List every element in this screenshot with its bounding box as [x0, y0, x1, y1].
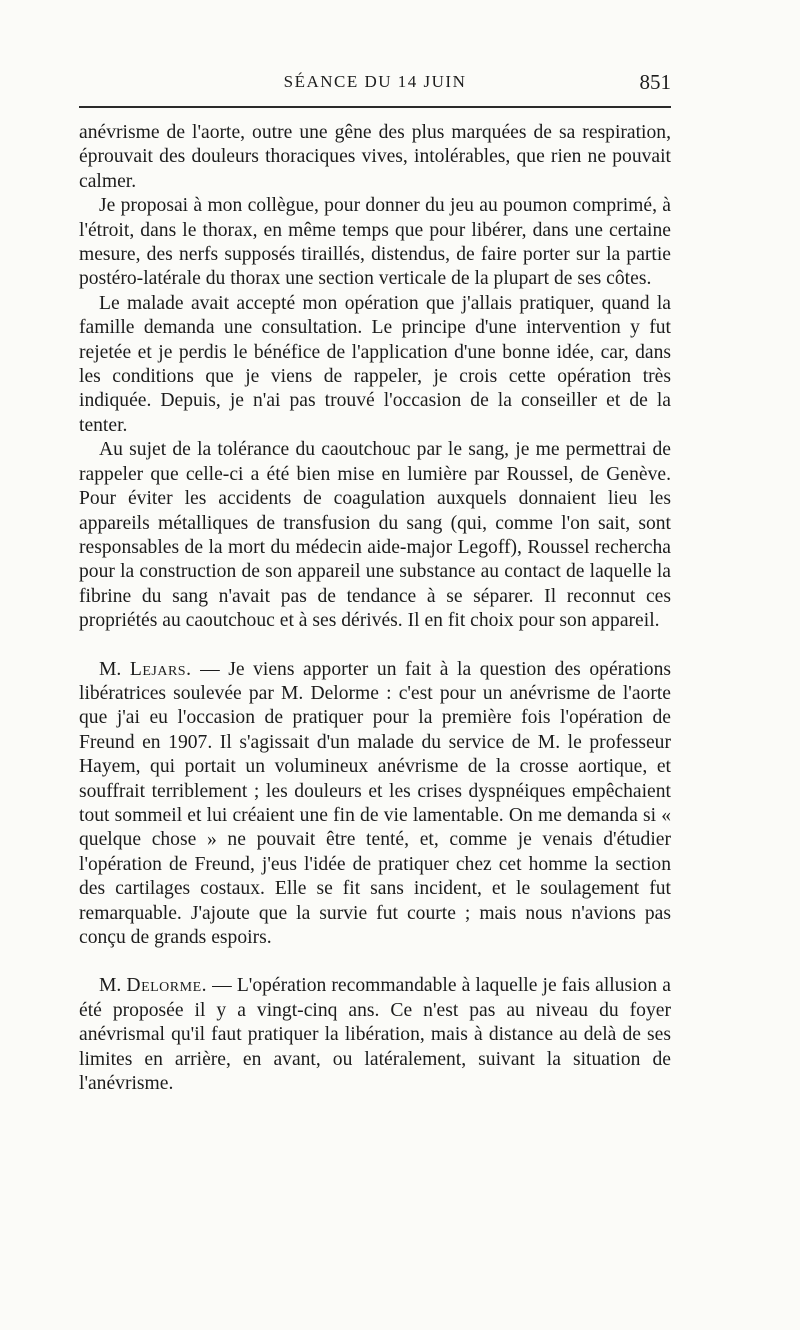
- speaker-prefix: M.: [99, 658, 130, 680]
- speech-delorme: [79, 974, 671, 1096]
- section-spacer: [79, 634, 671, 658]
- running-title: SÉANCE DU 14 JUIN: [283, 72, 467, 91]
- body-text: [79, 121, 671, 1096]
- speaker-prefix: M.: [99, 975, 127, 997]
- paragraph-continuation: anévrisme de l'aorte, outre une gêne des plus marquées de sa respiration, éprouvait des douleurs thoraciques vives, intolérables, que rien ne pouvait calmer.: [79, 122, 671, 192]
- paragraph: Je proposai à mon collègue, pour donner du jeu au poumon comprimé, à l'étroit, dans le thorax, en même temps que pour libérer, dans une certaine mesure, des nerfs supposés tiraillés, distendus, de faire porter sur la partie postéro-latérale du thorax une section verticale de la plupart de ses côtes.: [79, 195, 671, 290]
- paragraph: Le malade avait accepté mon opération que j'allais pratiquer, quand la famille demanda une consultation. Le principe d'une intervention y fut rejetée et je perdis le bénéfice de l'application d'une bonne idée, car, dans les conditions que je viens de rappeler, je crois cette opération très indiquée. Depuis, je n'ai pas trouvé l'occasion de la conseiller et de la tenter.: [79, 292, 671, 436]
- speech-text: — Je viens apporter un fait à la question des opérations libératrices soulevée par M. Delorme : c'est pour un anévrisme de l'aorte que j'ai eu l'occasion de pratiquer pour la première fois l'opération de Freund en 1907. Il s'agissait d'un malade du service de M. le professeur Hayem, qui portait un volumineux anévrisme de la crosse aortique, et souffrait terriblement ; les douleurs et les crises dyspnéiques empêchaient tout sommeil et lui créaient une fin de vie lamentable. On me demanda si « quelque chose » ne pouvait être tenté, et, comme je venais d'étudier l'opération de Freund, j'eus l'idée de pratiquer chez cet homme la section des cartilages costaux. Elle se fit sans incident, et le soulagement fut remarquable. J'ajoute que la survie fut courte ; mais nous n'avions pas conçu de grands espoirs.: [79, 658, 671, 948]
- running-header: [79, 62, 671, 102]
- speaker-name: Delorme.: [126, 975, 208, 997]
- speech-text: — L'opération recommandable à laquelle je fais allusion a été proposée il y a vingt-cinq ans. Ce n'est pas au niveau du foyer anévrismal qu'il faut pratiquer la libération, mais à distance au delà de ses limites en arrière, en avant, ou latéralement, suivant la situation de l'anévrisme.: [79, 975, 671, 1095]
- paragraph: Au sujet de la tolérance du caoutchouc par le sang, je me permettrai de rappeler que celle-ci a été bien mise en lumière par Roussel, de Genève. Pour éviter les accidents de coagulation auxquels donnaient lieu les appareils métalliques de transfusion du sang (qui, comme l'on sait, sont responsables de la mort du médecin aide-major Legoff), Roussel rechercha pour la construction de son appareil une substance au contact de laquelle la fibrine du sang n'avait pas de tendance à se séparer. Il reconnut ces propriétés au caoutchouc et à ses dérivés. Il en fit choix pour son appareil.: [79, 439, 671, 632]
- speech-lejars: [79, 658, 671, 951]
- header-rule: [79, 106, 671, 108]
- speaker-name: Lejars.: [129, 658, 192, 680]
- section-spacer: [79, 950, 671, 974]
- page-number: 851: [639, 70, 671, 94]
